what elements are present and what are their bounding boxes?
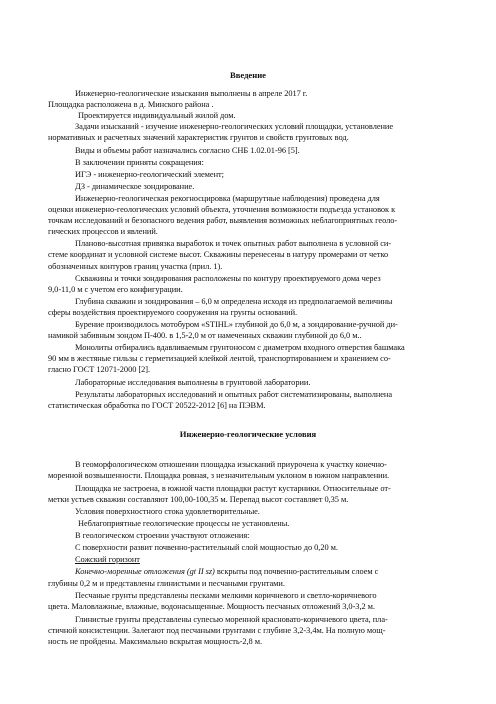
paragraph-line: оценки инженерно-геологических условий объекта, уточнения возможности подъезда установок к <box>48 205 396 214</box>
paragraph-line: точкам исследований и безопасного ведения работ, выявления возможных неблагоприятных геоло- <box>48 216 398 225</box>
paragraph-line: ИГЭ - инженерно-геологический элемент; <box>75 170 224 179</box>
paragraph-line: В геоморфологическом отношении площадка изысканий приурочена к участку конечно- <box>75 460 387 469</box>
paragraph-line: Бурение производилось мотобуром «STIHL» глубиной до 6,0 м, а зондирование-ручной ди- <box>75 320 398 329</box>
paragraph-line: обозначенных контуров границ участка (прил. 1). <box>48 262 223 271</box>
paragraph-line: Инженерно-геологическая рекогносцировка (маршрутные наблюдения) проведена для <box>75 194 380 203</box>
paragraph-line: В заключении приняты сокращения: <box>75 158 204 167</box>
paragraph-line: Площадка не застроена, в южной части площадки растут кустарники. Относительные от- <box>75 484 391 493</box>
paragraph-line: Монолиты отбирались вдавливаемым грунтоносом с диаметром входного отверстия башмака <box>75 343 405 352</box>
section-heading: Инженерно-геологические условия <box>179 429 317 439</box>
paragraph-line: Песчаные грунты представлены песками мелкими коричневого и светло-коричневого <box>75 591 377 600</box>
paragraph-line: метки устьев скважин составляют 100,00-100,35 м. Перепад высот составляет 0,35 м. <box>48 495 349 504</box>
paragraph-line: В геологическом строении участвуют отложения: <box>75 531 250 540</box>
paragraph-line: гических процессов и явлений. <box>48 227 158 236</box>
paragraph-line: Инженерно-геологические изыскания выполнены в апреле 2017 г. <box>75 89 308 98</box>
paragraph-line: ДЗ - динамическое зондирование. <box>75 182 195 191</box>
horizon-heading: Сожский горизонт <box>75 555 140 564</box>
paragraph-line: Лабораторные исследования выполнены в грунтовой лаборатории. <box>75 378 311 387</box>
paragraph-line: Виды и объемы работ назначались согласно СНБ 1.02.01-96 [5]. <box>75 146 300 155</box>
deposit-text: вскрыты под почвенно-растительным слоем с <box>214 567 379 576</box>
paragraph-line: нормативных и расчетных значений характеристик грунтов и свойств грунтовых вод. <box>48 133 349 142</box>
paragraph-line: стеме координат и условной системе высот. Скважины перенесены в натуру промерами от четко <box>48 250 389 259</box>
paragraph-line: стичной консистенции. Залегают под песчаными грунтами с глубине 3,2-3,4м. На полную мощ- <box>48 626 386 635</box>
paragraph-line: Планово-высотная привязка выработок и точек опытных работ выполнена в условной си- <box>75 239 392 248</box>
deposit-name: Конечно-моренные отложения (gt II sz) <box>75 567 215 576</box>
paragraph-line: 9,0-11,0 м с учетом его конфигурации. <box>48 285 183 294</box>
paragraph-line: сферы воздействия проектируемого сооружения на грунты оснований. <box>48 308 298 317</box>
paragraph-line <box>75 567 378 577</box>
paragraph-line: статистическая обработка по ГОСТ 20522-2012 [6] на ПЭВМ. <box>48 401 266 410</box>
paragraph-line: гласно ГОСТ 12071-2000 [2]. <box>48 365 151 374</box>
page-title: Введение <box>230 70 266 80</box>
paragraph-line: глубины 0,2 м и представлены глинистыми и песчаными грунтами. <box>48 579 285 588</box>
paragraph-line: Площадка расположена в д. Минского района . <box>48 100 214 109</box>
paragraph-line: Результаты лабораторных исследований и опытных работ систематизированы, выполнена <box>75 390 393 399</box>
paragraph-line: 90 мм в жестяные гильзы с герметизацией клейкой лентой, транспортированием и хранением со- <box>48 354 391 363</box>
paragraph-line: Неблагоприятные геологические процессы не установлены. <box>78 519 290 528</box>
paragraph-line: С поверхности развит почвенно-растительный слой мощностью до 0,20 м. <box>75 543 338 552</box>
paragraph-line: Задачи изысканий - изучение инженерно-геологических условий площадки, установление <box>75 122 394 131</box>
paragraph-line: Глинистые грунты представлены супесью моренной красновато-коричневого цвета, пла- <box>75 615 388 624</box>
paragraph-line: ность не пройдены. Максимально вскрытая мощность-2,8 м. <box>48 637 263 646</box>
paragraph-line: Проектируется индивидуальный жилой дом. <box>78 111 236 120</box>
paragraph-line: цвета. Маловлажные, влажные, водонасыщенные. Мощность песчаных отложений 3,0-3,2 м. <box>48 602 375 611</box>
paragraph-line: Глубина скважин и зондирования – 6,0 м определена исходя из предполагаемой величины <box>75 297 393 306</box>
paragraph-line: Скважины и точки зондирования расположены по контуру проектируемого дома через <box>75 274 381 283</box>
paragraph-line: моренной возвышенности. Площадка ровная, з незначительным уклоном в южном направлении. <box>48 471 390 480</box>
paragraph-line: намикой забивным зондом П-400. в 1,5-2,0 м от намеченных скважин глубиной до 6,0 м.. <box>48 331 362 340</box>
paragraph-line: Условия поверхностного стока удовлетворительные. <box>75 507 260 516</box>
